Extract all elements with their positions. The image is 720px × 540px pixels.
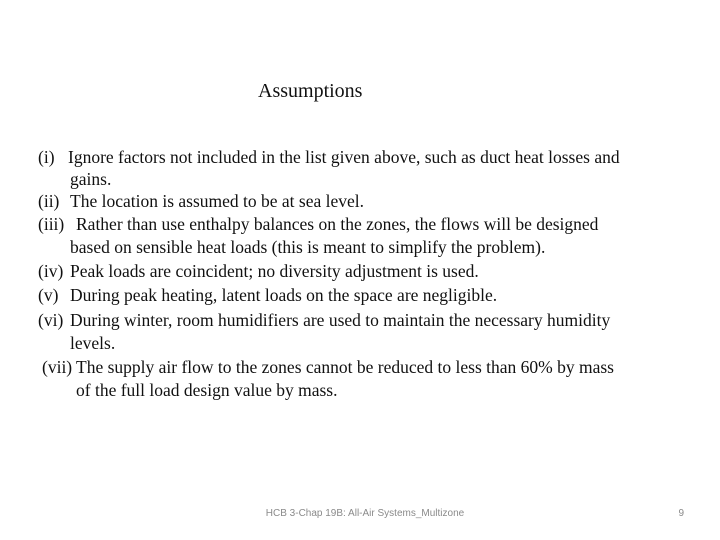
item-continuation: of the full load design value by mass. bbox=[76, 380, 338, 400]
item-number: (v) bbox=[38, 285, 59, 305]
item-text: Ignore factors not included in the list given above, such as duct heat losses and bbox=[68, 147, 620, 167]
list-item bbox=[38, 309, 610, 331]
item-number: (iv) bbox=[38, 261, 64, 281]
list-item bbox=[42, 356, 614, 378]
item-text: The location is assumed to be at sea level. bbox=[70, 191, 365, 211]
item-continuation: based on sensible heat loads (this is meant to simplify the problem). bbox=[70, 237, 546, 257]
item-text: During peak heating, latent loads on the space are negligible. bbox=[70, 285, 498, 305]
item-text: During winter, room humidifiers are used to maintain the necessary humidity bbox=[70, 310, 611, 330]
list-item bbox=[38, 213, 598, 235]
item-number: (ii) bbox=[38, 191, 60, 211]
footer-text: HCB 3-Chap 19B: All-Air Systems_Multizone bbox=[265, 508, 465, 519]
item-text: The supply air flow to the zones cannot be reduced to less than 60% by mass bbox=[76, 357, 614, 377]
item-number: (vi) bbox=[38, 310, 64, 330]
list-item bbox=[38, 284, 497, 306]
item-text: Peak loads are coincident; no diversity adjustment is used. bbox=[70, 261, 479, 281]
list-item bbox=[38, 190, 364, 212]
item-number: (vii) bbox=[42, 357, 73, 377]
item-number: (iii) bbox=[38, 214, 65, 234]
list-item bbox=[38, 260, 479, 282]
item-number: (i) bbox=[38, 147, 55, 167]
item-text: Rather than use enthalpy balances on the zones, the flows will be designed bbox=[76, 214, 599, 234]
item-continuation: gains. bbox=[70, 169, 112, 189]
item-continuation: levels. bbox=[70, 333, 116, 353]
page-title: Assumptions bbox=[258, 80, 363, 102]
page-number: 9 bbox=[678, 508, 684, 519]
list-item bbox=[38, 146, 684, 168]
